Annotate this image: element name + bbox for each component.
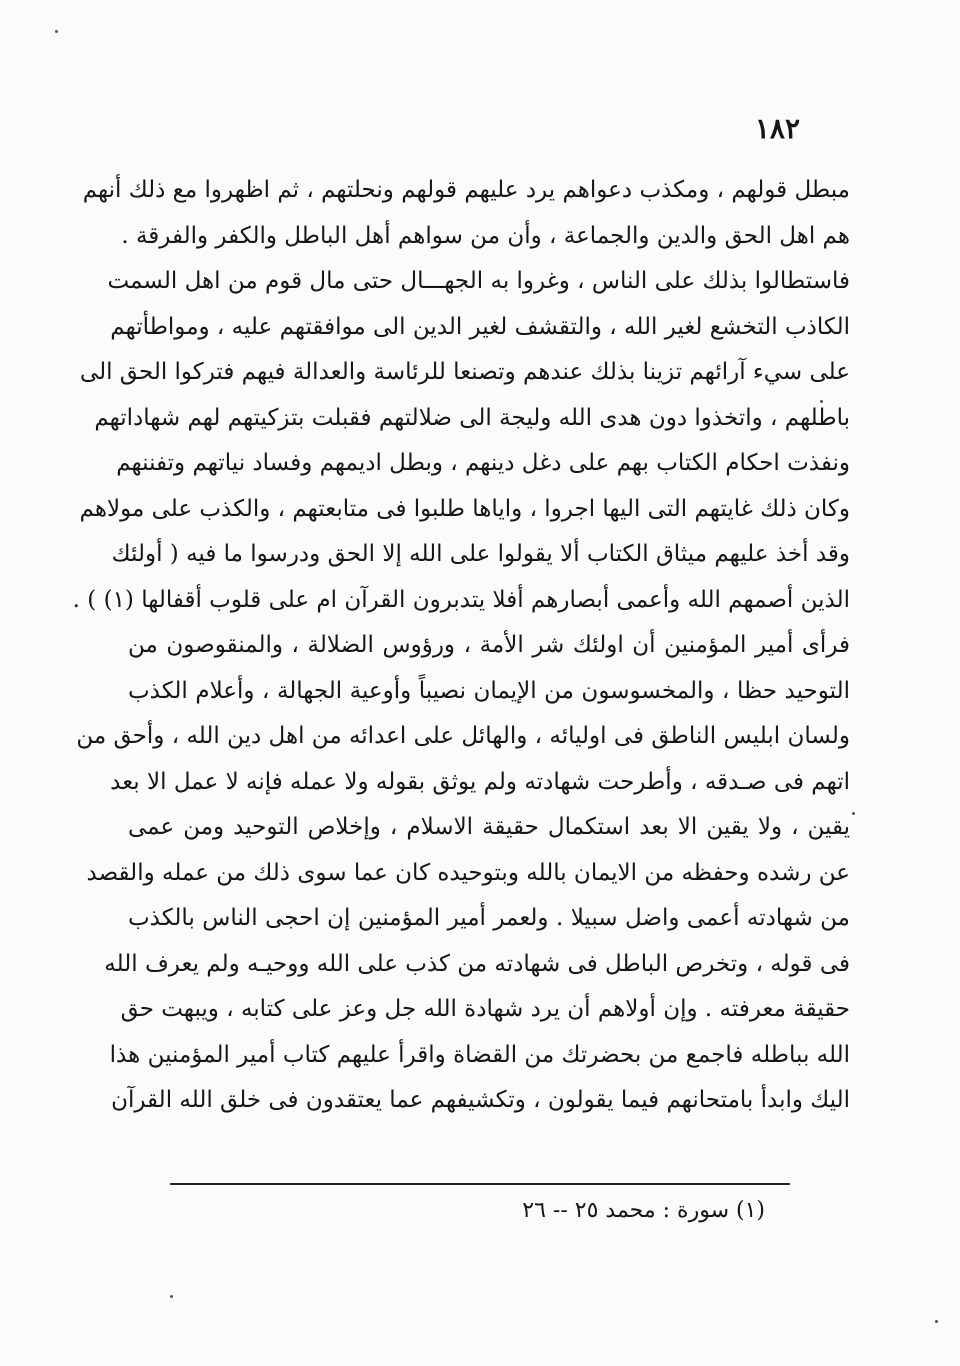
text-line: فاستطالوا بذلك على الناس ، وغروا به الجهـــال حتى مال قوم من اهل السمت	[107, 268, 850, 294]
text-line: ولسان ابليس الناطق فى اوليائه ، والهائل على اعدائه من اهل دين الله ، وأحق من	[76, 723, 850, 749]
text-line: اليك وابدأ بامتحانهم فيما يقولون ، وتكشيفهم عما يعتقدون فى خلق الله القرآن	[111, 1087, 850, 1113]
text-line: حقيقة معرفته . وإن أولاهم أن يرد شهادة الله جل وعز على كتابه ، ويبهت حق	[120, 996, 850, 1022]
text-line: على سيء آرائهم تزينا بذلك عندهم وتصنعا للرئاسة والعدالة فيهم فتركوا الحق الى	[79, 359, 850, 385]
text-line: يقين ، ولا يقين الا بعد استكمال حقيقة الاسلام ، وإخلاص التوحيد ومن عمى	[128, 814, 850, 840]
text-line: الذين أصمهم الله وأعمى أبصارهم أفلا يتدبرون القرآن ام على قلوب أقفالها (١) ) .	[72, 586, 850, 613]
paper-speck	[820, 400, 823, 403]
text-line: باطلهم ، واتخذوا دون هدى الله وليجة الى ضلالتهم فقبلت بتزكيتهم لهم شهاداتهم	[94, 404, 850, 431]
text-line: وقد أخذ عليهم ميثاق الكتاب ألا يقولوا على الله إلا الحق ودرسوا ما فيه ( أولئك	[111, 541, 850, 567]
text-line: عن رشده وحفظه من الايمان بالله وبتوحيده كان عما سوى ذلك من عمله والقصد	[86, 859, 850, 886]
paper-speck	[935, 1320, 938, 1323]
footnote-divider	[170, 1183, 790, 1185]
page-number: ١٨٢	[754, 112, 800, 145]
text-line: وكان ذلك غايتهم التى اليها اجروا ، واياها طلبوا فى متابعتهم ، والكذب على مولاهم	[79, 495, 850, 522]
text-line: التوحيد حظا ، والمخسوسون من الإيمان نصيباً وأوعية الجهالة ، وأعلام الكذب	[128, 677, 850, 704]
text-line: الكاذب التخشع لغير الله ، والتقشف لغير الدين الى موافقتهم عليه ، ومواطأتهم	[110, 313, 850, 340]
text-line: مبطل قولهم ، ومكذب دعواهم يرد عليهم قولهم ونحلتهم ، ثم اظهروا مع ذلك أنهم	[82, 177, 850, 203]
text-line: فى قوله ، وتخرص الباطل فى شهادته من كذب على الله ووحيـه ولم يعرف الله	[104, 950, 850, 977]
text-line: من شهادته أعمى واضل سبيلا . ولعمر أمير المؤمنين إن احجى الناس بالكذب	[128, 905, 850, 931]
paper-speck	[852, 812, 855, 815]
text-line: هم اهل الحق والدين والجماعة ، وأن من سواهم أهل الباطل والكفر والفرقة .	[121, 222, 850, 249]
text-line: اتهم فى صـدقه ، وأطرحت شهادته ولم يوثق بقوله ولا عمله فإنه لا عمل الا بعد	[110, 768, 850, 795]
paper-speck	[55, 30, 58, 33]
paper-speck	[170, 1295, 173, 1298]
text-line: الله بباطله فاجمع من بحضرتك من القضاة واقرأ عليهم كتاب أمير المؤمنين هذا	[109, 1041, 850, 1068]
text-line: ونفذت احكام الكتاب بهم على دغل دينهم ، وبطل اديمهم وفساد نياتهم وتفننهم	[116, 450, 850, 476]
text-line: فرأى أمير المؤمنين أن اولئك شر الأمة ، ورؤوس الضلالة ، والمنقوصون من	[128, 632, 850, 658]
footnote: (١) سورة : محمد ٢٥ -- ٢٦	[522, 1198, 765, 1223]
body-text	[72, 168, 850, 1124]
